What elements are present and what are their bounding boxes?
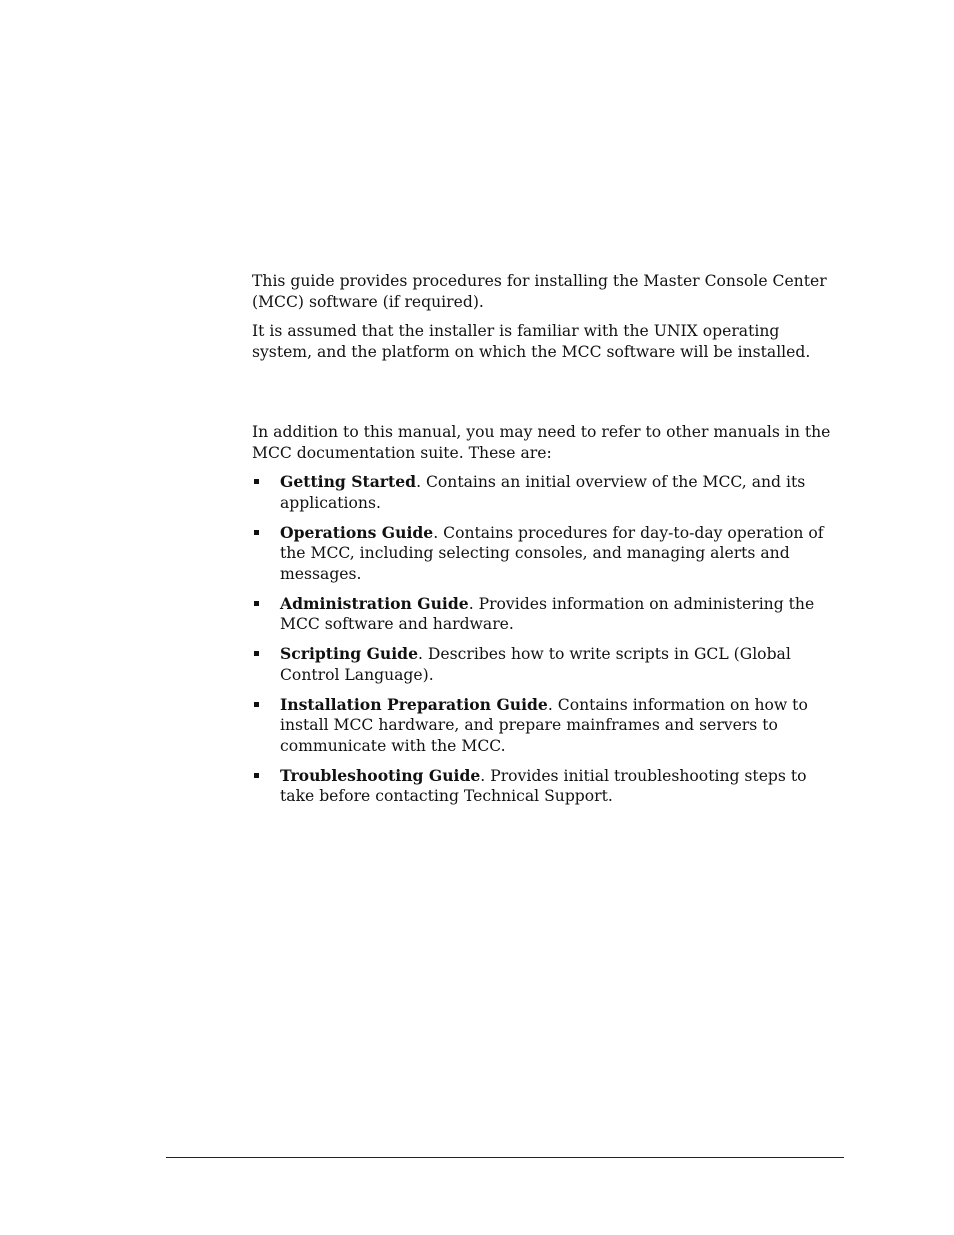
doc-description: . Describes how to write scripts in GCL (Global Control Language).	[280, 645, 791, 684]
list-item-administration-guide	[252, 594, 842, 635]
assumption-paragraph: It is assumed that the installer is familiar with the UNIX operating system, and the platform on which the MCC software will be installed.	[252, 322, 811, 361]
square-bullet-icon	[254, 530, 259, 535]
doc-description: . Provides initial troubleshooting steps to take before contacting Technical Support.	[280, 766, 807, 805]
doc-description: . Provides information on administering the MCC software and hardware.	[280, 594, 815, 633]
doc-title: Installation Preparation Guide	[280, 694, 548, 714]
list-item-troubleshooting-guide	[252, 766, 842, 807]
list-item-getting-started	[252, 472, 842, 513]
footer-divider	[166, 1157, 844, 1158]
doc-title: Administration Guide	[280, 593, 469, 613]
list-item-operations-guide	[252, 523, 842, 585]
related-docs-lead: In addition to this manual, you may need to refer to other manuals in the MCC documentation suite. These are:	[252, 423, 831, 462]
square-bullet-icon	[254, 601, 259, 606]
doc-description: . Contains information on how to install MCC hardware, and prepare mainframes and servers to communicate with the MCC.	[280, 695, 808, 755]
purpose-paragraph: This guide provides procedures for installing the Master Console Center (MCC) software (if required).	[252, 272, 827, 311]
square-bullet-icon	[254, 479, 259, 484]
related-docs-list	[252, 472, 842, 807]
doc-description: . Contains procedures for day-to-day operation of the MCC, including selecting consoles, and managing alerts and messages.	[280, 523, 824, 583]
page-content	[252, 271, 842, 816]
square-bullet-icon	[254, 773, 259, 778]
square-bullet-icon	[254, 651, 259, 656]
doc-title: Scripting Guide	[280, 644, 418, 663]
doc-description: . Contains an initial overview of the MCC, and its applications.	[280, 473, 806, 512]
doc-title: Getting Started	[280, 472, 417, 491]
doc-title: Operations Guide	[280, 522, 434, 542]
square-bullet-icon	[254, 702, 259, 707]
list-item-installation-preparation-guide	[252, 695, 842, 757]
doc-title: Troubleshooting Guide	[280, 765, 481, 785]
list-item-scripting-guide	[252, 644, 842, 685]
